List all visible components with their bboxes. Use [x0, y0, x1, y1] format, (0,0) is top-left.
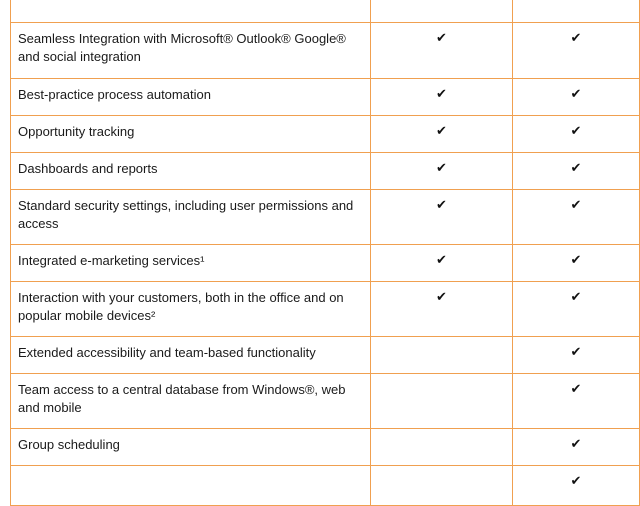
table-row	[11, 0, 640, 23]
checkmark-icon: ✔	[570, 474, 582, 489]
edition-b-cell	[513, 429, 640, 466]
edition-b-cell	[513, 79, 640, 116]
edition-a-cell	[371, 79, 513, 116]
edition-a-cell	[371, 0, 513, 23]
table-row	[11, 23, 640, 79]
feature-cell	[11, 282, 371, 337]
checkmark-icon: ✔	[570, 87, 582, 102]
checkmark-icon: ✔	[570, 198, 582, 213]
table-row	[11, 374, 640, 429]
checkmark-icon: ✔	[436, 161, 447, 176]
feature-cell	[11, 116, 371, 153]
edition-b-cell	[513, 190, 640, 245]
feature-cell	[11, 429, 371, 466]
edition-a-cell	[371, 337, 513, 374]
checkmark-icon: ✔	[570, 382, 582, 397]
checkmark-icon: ✔	[436, 290, 447, 305]
edition-b-cell	[513, 337, 640, 374]
edition-b-cell	[513, 374, 640, 429]
table-row	[11, 190, 640, 245]
feature-cell	[11, 337, 371, 374]
edition-a-cell	[371, 429, 513, 466]
table-row	[11, 282, 640, 337]
feature-cell	[11, 23, 371, 79]
checkmark-icon: ✔	[570, 124, 582, 139]
edition-a-cell	[371, 466, 513, 506]
edition-a-cell	[371, 190, 513, 245]
checkmark-icon: ✔	[436, 87, 447, 102]
edition-a-cell	[371, 153, 513, 190]
feature-label: Integrated e-marketing services¹	[18, 253, 205, 268]
edition-b-cell	[513, 0, 640, 23]
table-row	[11, 466, 640, 506]
edition-b-cell	[513, 282, 640, 337]
feature-cell	[11, 466, 371, 506]
table-row	[11, 79, 640, 116]
checkmark-icon: ✔	[570, 437, 582, 452]
table-row	[11, 429, 640, 466]
feature-label: Best-practice process automation	[18, 87, 211, 102]
checkmark-icon: ✔	[570, 31, 582, 46]
edition-b-cell	[513, 116, 640, 153]
checkmark-icon: ✔	[436, 124, 447, 139]
edition-b-cell	[513, 153, 640, 190]
table-row	[11, 245, 640, 282]
table-row	[11, 153, 640, 190]
feature-cell	[11, 153, 371, 190]
feature-cell	[11, 190, 371, 245]
table-row	[11, 116, 640, 153]
feature-label: Extended accessibility and team-based functionality	[18, 345, 316, 360]
edition-a-cell	[371, 23, 513, 79]
feature-cell	[11, 79, 371, 116]
edition-a-cell	[371, 245, 513, 282]
checkmark-icon: ✔	[436, 253, 447, 268]
feature-table-body	[11, 0, 640, 506]
edition-b-cell	[513, 245, 640, 282]
edition-b-cell	[513, 23, 640, 79]
edition-a-cell	[371, 282, 513, 337]
checkmark-icon: ✔	[570, 345, 582, 360]
edition-a-cell	[371, 116, 513, 153]
feature-cell	[11, 374, 371, 429]
feature-cell	[11, 245, 371, 282]
checkmark-icon: ✔	[570, 253, 582, 268]
feature-label: Interaction with your customers, both in the office and on popular mobile devices²	[18, 290, 344, 323]
feature-label: Standard security settings, including user permissions and access	[18, 198, 354, 231]
feature-label: Dashboards and reports	[18, 161, 158, 176]
checkmark-icon: ✔	[436, 31, 447, 46]
feature-label: Seamless Integration with Microsoft® Outlook® Google® and social integration	[18, 31, 346, 64]
feature-comparison-table	[10, 0, 640, 506]
feature-label: Opportunity tracking	[18, 124, 135, 139]
table-row	[11, 337, 640, 374]
checkmark-icon: ✔	[570, 161, 582, 176]
feature-label: Team access to a central database from Windows®, web and mobile	[18, 382, 346, 415]
edition-b-cell	[513, 466, 640, 506]
feature-cell	[11, 0, 371, 23]
checkmark-icon: ✔	[436, 198, 447, 213]
edition-a-cell	[371, 374, 513, 429]
checkmark-icon: ✔	[570, 290, 582, 305]
feature-label: Group scheduling	[18, 437, 120, 452]
